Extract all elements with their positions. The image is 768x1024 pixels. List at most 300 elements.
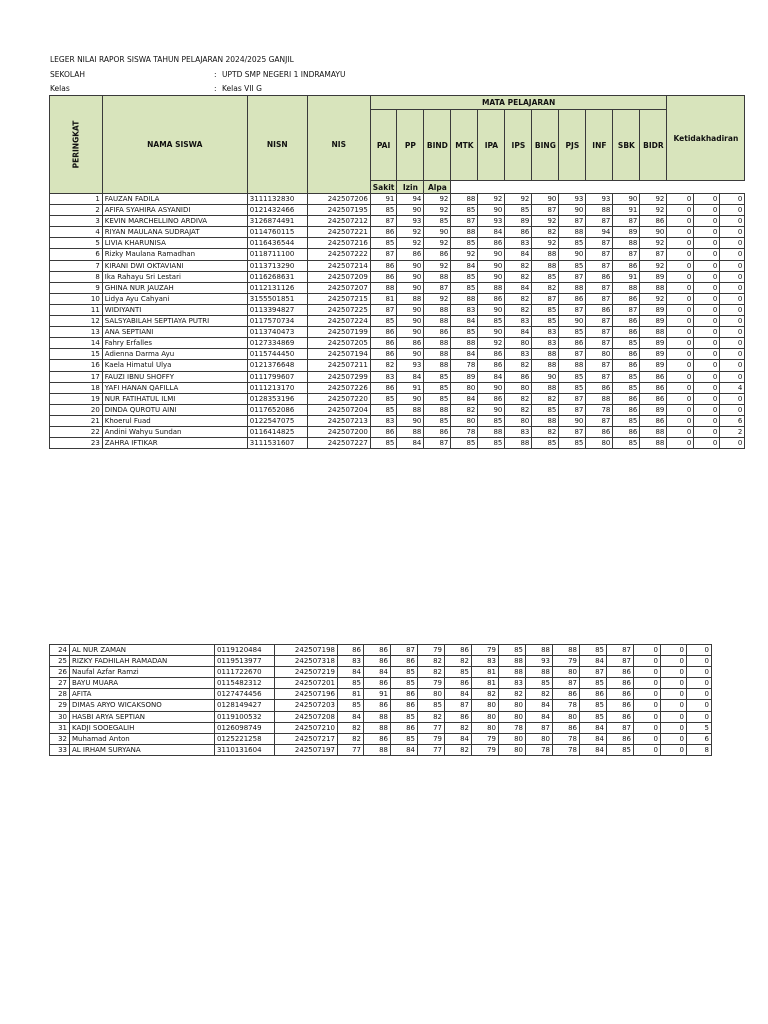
score-cell-ipa: 82	[445, 722, 472, 733]
score-cell-mtk: 85	[451, 438, 478, 449]
score-cell-bind: 86	[424, 327, 451, 338]
nisn-cell: 0117570734	[247, 316, 307, 327]
rank-cell: 8	[50, 271, 103, 282]
student-name-cell: BAYU MUARA	[70, 678, 215, 689]
table-row	[50, 227, 745, 238]
student-name-cell: ANA SEPTIANI	[102, 327, 247, 338]
nisn-header: NISN	[247, 96, 307, 194]
nisn-cell: 0128149427	[215, 700, 275, 711]
score-cell-pp: 84	[397, 438, 424, 449]
score-cell-inf: 86	[553, 689, 580, 700]
score-cell-inf: 86	[586, 271, 613, 282]
nisn-cell: 0115482312	[215, 678, 275, 689]
score-cell-pjs: 87	[559, 404, 586, 415]
score-cell-mtk: 83	[451, 304, 478, 315]
score-cell-pjs: 82	[526, 689, 553, 700]
score-cell-ips: 83	[505, 238, 532, 249]
score-cell-mtk: 80	[451, 382, 478, 393]
score-cell-sbk: 89	[613, 227, 640, 238]
score-cell-inf: 80	[586, 438, 613, 449]
ketidakhadiran-header: Ketidakhadiran	[667, 96, 745, 181]
absence-cell-alpa: 0	[720, 194, 745, 205]
score-cell-sbk: 84	[580, 656, 607, 667]
rank-cell: 13	[50, 327, 103, 338]
score-cell-mtk: 84	[451, 316, 478, 327]
score-cell-ipa: 85	[445, 667, 472, 678]
score-cell-ips: 84	[505, 327, 532, 338]
score-cell-inf: 87	[586, 371, 613, 382]
rank-cell: 29	[50, 700, 70, 711]
score-cell-bidr: 86	[640, 216, 667, 227]
absence-cell-sakit: 0	[634, 678, 661, 689]
score-cell-bind: 88	[424, 404, 451, 415]
score-cell-pai: 77	[338, 744, 364, 755]
absence-cell-sakit: 0	[634, 689, 661, 700]
table-row	[50, 656, 712, 667]
score-cell-inf: 80	[553, 711, 580, 722]
nis-cell: 242507226	[307, 382, 370, 393]
score-cell-bing: 88	[532, 249, 559, 260]
score-cell-mtk: 88	[451, 293, 478, 304]
absence-cell-izin: 0	[661, 678, 687, 689]
score-cell-ipa: 86	[478, 238, 505, 249]
score-cell-inf: 87	[586, 338, 613, 349]
score-cell-ipa: 90	[478, 205, 505, 216]
absence-cell-izin: 0	[694, 338, 720, 349]
score-cell-pai: 82	[338, 733, 364, 744]
rank-cell: 27	[50, 678, 70, 689]
absence-cell-sakit: 0	[634, 700, 661, 711]
rank-cell: 11	[50, 304, 103, 315]
student-name-cell: YAFI HANAN QAFILLA	[102, 382, 247, 393]
nisn-cell: 0116436544	[247, 238, 307, 249]
absence-cell-izin: 0	[694, 249, 720, 260]
rank-cell: 17	[50, 371, 103, 382]
score-cell-pp: 90	[397, 316, 424, 327]
score-cell-ips: 92	[505, 194, 532, 205]
score-cell-pp: 90	[397, 327, 424, 338]
score-cell-mtk: 82	[418, 656, 445, 667]
score-cell-inf: 78	[553, 733, 580, 744]
score-cell-bidr: 92	[640, 194, 667, 205]
rank-cell: 7	[50, 260, 103, 271]
score-cell-sbk: 86	[613, 349, 640, 360]
nis-header: NIS	[307, 96, 370, 194]
score-cell-bind: 87	[424, 282, 451, 293]
score-cell-bind: 88	[424, 349, 451, 360]
nisn-cell: 0116268631	[247, 271, 307, 282]
table-row	[50, 371, 745, 382]
rank-cell: 10	[50, 293, 103, 304]
nisn-cell: 0117652086	[247, 404, 307, 415]
absence-cell-izin: 0	[694, 260, 720, 271]
subject-header-ipa: IPA	[478, 110, 505, 181]
rank-cell: 12	[50, 316, 103, 327]
score-cell-pp: 90	[397, 282, 424, 293]
score-cell-mtk: 84	[451, 349, 478, 360]
score-cell-bing: 85	[532, 271, 559, 282]
table-row	[50, 271, 745, 282]
score-cell-inf: 86	[553, 722, 580, 733]
score-cell-pai: 82	[370, 360, 397, 371]
score-cell-pjs: 90	[559, 415, 586, 426]
score-cell-pp: 90	[397, 271, 424, 282]
score-cell-sbk: 85	[613, 415, 640, 426]
score-cell-sbk: 87	[613, 304, 640, 315]
subject-header-bind: BIND	[424, 110, 451, 181]
score-cell-bidr: 87	[607, 722, 634, 733]
score-cell-inf: 87	[586, 316, 613, 327]
score-cell-bing: 85	[532, 404, 559, 415]
score-cell-bind: 87	[424, 438, 451, 449]
absence-cell-sakit: 0	[634, 667, 661, 678]
rank-cell: 14	[50, 338, 103, 349]
score-cell-pp: 86	[397, 338, 424, 349]
score-cell-pjs: 78	[526, 744, 553, 755]
subject-header-pjs: PJS	[559, 110, 586, 181]
class-label: Kelas	[50, 84, 70, 93]
score-cell-pai: 88	[370, 282, 397, 293]
score-cell-bing: 88	[532, 360, 559, 371]
score-cell-pjs: 86	[559, 293, 586, 304]
grades-table	[49, 95, 745, 449]
nisn-cell: 0128353196	[247, 393, 307, 404]
score-cell-bidr: 88	[640, 426, 667, 437]
score-cell-pai: 85	[338, 700, 364, 711]
score-cell-pjs: 87	[559, 304, 586, 315]
score-cell-pjs: 86	[559, 338, 586, 349]
score-cell-inf: 87	[586, 282, 613, 293]
score-cell-pjs: 85	[559, 327, 586, 338]
score-cell-inf: 87	[586, 249, 613, 260]
score-cell-bidr: 87	[640, 249, 667, 260]
table-row	[50, 700, 712, 711]
score-cell-sbk: 86	[580, 689, 607, 700]
score-cell-inf: 88	[586, 205, 613, 216]
score-cell-pjs: 88	[526, 645, 553, 656]
nis-cell: 242507201	[275, 678, 338, 689]
student-name-cell: Lidya Ayu Cahyani	[102, 293, 247, 304]
table-row	[50, 689, 712, 700]
score-cell-bing: 90	[532, 371, 559, 382]
score-cell-bing: 85	[532, 438, 559, 449]
score-cell-ips: 82	[505, 260, 532, 271]
subject-header-sbk: SBK	[613, 110, 640, 181]
absence-cell-sakit: 0	[667, 349, 694, 360]
score-cell-inf: 78	[553, 744, 580, 755]
score-cell-bind: 90	[424, 227, 451, 238]
score-cell-pp: 93	[397, 216, 424, 227]
score-cell-pp: 86	[397, 249, 424, 260]
score-cell-mtk: 88	[451, 194, 478, 205]
score-cell-ipa: 86	[478, 360, 505, 371]
score-cell-ipa: 86	[445, 678, 472, 689]
score-cell-pjs: 85	[559, 371, 586, 382]
table-row	[50, 316, 745, 327]
score-cell-inf: 94	[586, 227, 613, 238]
score-cell-sbk: 87	[613, 216, 640, 227]
school-separator: :	[214, 70, 217, 79]
score-cell-pp: 88	[397, 293, 424, 304]
student-name-cell: FAUZAN FADILA	[102, 194, 247, 205]
score-cell-mtk: 85	[451, 327, 478, 338]
nisn-cell: 0127474456	[215, 689, 275, 700]
table-row	[50, 360, 745, 371]
score-cell-ips: 84	[505, 249, 532, 260]
absence-cell-izin: 0	[661, 744, 687, 755]
score-cell-ipa: 82	[445, 656, 472, 667]
rank-cell: 22	[50, 426, 103, 437]
score-cell-bing: 80	[499, 744, 526, 755]
table-row	[50, 205, 745, 216]
absence-cell-sakit: 0	[667, 260, 694, 271]
mata-pelajaran-header: MATA PELAJARAN	[370, 96, 667, 110]
absence-header-izin: Izin	[397, 181, 424, 194]
rank-cell: 18	[50, 382, 103, 393]
score-cell-pjs: 87	[559, 349, 586, 360]
peringkat-header	[50, 96, 103, 194]
score-cell-pjs: 85	[559, 438, 586, 449]
nis-cell: 242507221	[307, 227, 370, 238]
rank-cell: 33	[50, 744, 70, 755]
nis-cell: 242507224	[307, 316, 370, 327]
score-cell-sbk: 87	[613, 249, 640, 260]
table-row	[50, 304, 745, 315]
score-cell-sbk: 84	[580, 722, 607, 733]
score-cell-bing: 88	[532, 260, 559, 271]
nisn-cell: 3155501851	[247, 293, 307, 304]
score-cell-pp: 93	[397, 360, 424, 371]
score-cell-mtk: 79	[418, 645, 445, 656]
nis-cell: 242507217	[275, 733, 338, 744]
student-name-cell: Kaela Himatul Ulya	[102, 360, 247, 371]
score-cell-ips: 79	[472, 733, 499, 744]
score-cell-ips: 83	[505, 426, 532, 437]
score-cell-ips: 80	[472, 700, 499, 711]
score-cell-pjs: 87	[559, 271, 586, 282]
score-cell-pai: 85	[370, 205, 397, 216]
score-cell-pai: 86	[370, 349, 397, 360]
nis-cell: 242507227	[307, 438, 370, 449]
rank-cell: 24	[50, 645, 70, 656]
score-cell-bind: 86	[424, 426, 451, 437]
score-cell-pai: 85	[370, 238, 397, 249]
score-cell-ipa: 85	[478, 316, 505, 327]
document-title	[50, 54, 294, 65]
score-cell-pai: 83	[370, 371, 397, 382]
score-cell-ipa: 90	[478, 304, 505, 315]
absence-cell-izin: 0	[694, 382, 720, 393]
score-cell-bind: 88	[424, 304, 451, 315]
absence-cell-sakit: 0	[667, 293, 694, 304]
score-cell-pai: 86	[370, 382, 397, 393]
nis-cell: 242507215	[307, 293, 370, 304]
score-cell-bing: 83	[532, 327, 559, 338]
score-cell-ips: 83	[472, 656, 499, 667]
subject-header-bidr: BIDR	[640, 110, 667, 181]
score-cell-bing: 85	[532, 316, 559, 327]
score-cell-bind: 92	[424, 194, 451, 205]
table-row	[50, 293, 745, 304]
score-cell-pai: 86	[370, 271, 397, 282]
score-cell-mtk: 80	[451, 415, 478, 426]
score-cell-bind: 84	[391, 744, 418, 755]
subject-header-ips: IPS	[505, 110, 532, 181]
table-row	[50, 282, 745, 293]
score-cell-pai: 86	[370, 327, 397, 338]
score-cell-pai: 86	[370, 260, 397, 271]
score-cell-sbk: 84	[580, 744, 607, 755]
score-cell-pjs: 85	[559, 382, 586, 393]
absence-cell-izin: 0	[661, 722, 687, 733]
absence-cell-alpa: 0	[687, 645, 712, 656]
score-cell-ips: 83	[505, 349, 532, 360]
student-name-cell: Khoerul Fuad	[102, 415, 247, 426]
subject-header-mtk: MTK	[451, 110, 478, 181]
table-body-part-1	[50, 194, 745, 449]
score-cell-ipa: 85	[478, 415, 505, 426]
student-name-cell: Andini Wahyu Sundan	[102, 426, 247, 437]
absence-cell-sakit: 0	[634, 722, 661, 733]
score-cell-bidr: 88	[640, 327, 667, 338]
score-cell-bing: 88	[532, 415, 559, 426]
nisn-cell: 0114760115	[247, 227, 307, 238]
score-cell-bind: 86	[424, 249, 451, 260]
absence-cell-sakit: 0	[667, 249, 694, 260]
score-cell-sbk: 86	[613, 327, 640, 338]
score-cell-pp: 88	[364, 722, 391, 733]
rank-cell: 28	[50, 689, 70, 700]
score-cell-bidr: 87	[607, 645, 634, 656]
score-cell-bidr: 92	[640, 205, 667, 216]
score-cell-bind: 88	[424, 338, 451, 349]
score-cell-bind: 85	[391, 711, 418, 722]
score-cell-mtk: 85	[451, 271, 478, 282]
score-cell-sbk: 86	[613, 316, 640, 327]
student-name-cell: GHINA NUR JAUZAH	[102, 282, 247, 293]
nis-cell: 242507219	[275, 667, 338, 678]
student-name-cell: AFITA	[70, 689, 215, 700]
absence-cell-izin: 0	[694, 205, 720, 216]
score-cell-bidr: 92	[640, 293, 667, 304]
nis-cell: 242507210	[275, 722, 338, 733]
nis-cell: 242507216	[307, 238, 370, 249]
score-cell-pp: 90	[397, 205, 424, 216]
absence-cell-izin: 0	[694, 438, 720, 449]
rank-cell: 6	[50, 249, 103, 260]
absence-cell-alpa: 0	[720, 316, 745, 327]
table-row	[50, 645, 712, 656]
score-cell-pai: 86	[370, 426, 397, 437]
score-cell-sbk: 86	[613, 393, 640, 404]
absence-cell-alpa: 0	[720, 205, 745, 216]
absence-cell-sakit: 0	[667, 327, 694, 338]
nisn-cell: 0115744450	[247, 349, 307, 360]
nis-cell: 242507213	[307, 415, 370, 426]
score-cell-ipa: 90	[478, 260, 505, 271]
score-cell-bidr: 89	[640, 316, 667, 327]
rank-cell: 23	[50, 438, 103, 449]
table-row	[50, 722, 712, 733]
absence-cell-alpa: 5	[687, 722, 712, 733]
score-cell-bidr: 86	[640, 382, 667, 393]
score-cell-pai: 86	[370, 227, 397, 238]
absence-cell-alpa: 2	[720, 426, 745, 437]
rank-cell: 15	[50, 349, 103, 360]
absence-cell-alpa: 0	[720, 282, 745, 293]
score-cell-bing: 83	[499, 678, 526, 689]
score-cell-ips: 80	[472, 711, 499, 722]
student-name-cell: AFIFA SYAHIRA ASYANIDI	[102, 205, 247, 216]
absence-cell-izin: 0	[694, 349, 720, 360]
score-cell-ipa: 86	[478, 393, 505, 404]
absence-cell-sakit: 0	[667, 404, 694, 415]
score-cell-sbk: 87	[580, 667, 607, 678]
absence-cell-sakit: 0	[667, 382, 694, 393]
score-cell-bind: 85	[391, 667, 418, 678]
absence-cell-izin: 0	[694, 227, 720, 238]
absence-cell-alpa: 6	[687, 733, 712, 744]
absence-cell-izin: 0	[694, 360, 720, 371]
score-cell-bidr: 90	[640, 227, 667, 238]
student-name-cell: HASBI ARYA SEPTIAN	[70, 711, 215, 722]
nis-cell: 242507222	[307, 249, 370, 260]
nisn-cell: 0126098749	[215, 722, 275, 733]
score-cell-inf: 86	[586, 426, 613, 437]
score-cell-ips: 80	[505, 338, 532, 349]
nis-cell: 242507318	[275, 656, 338, 667]
score-cell-mtk: 85	[451, 205, 478, 216]
absence-cell-alpa: 0	[720, 304, 745, 315]
absence-cell-izin: 0	[661, 711, 687, 722]
score-cell-bidr: 86	[607, 700, 634, 711]
rank-cell: 4	[50, 227, 103, 238]
nis-cell: 242507199	[307, 327, 370, 338]
score-cell-bind: 86	[391, 656, 418, 667]
score-cell-pp: 86	[364, 656, 391, 667]
score-cell-bind: 92	[424, 205, 451, 216]
nis-cell: 242507194	[307, 349, 370, 360]
table-row	[50, 327, 745, 338]
score-cell-mtk: 87	[451, 216, 478, 227]
score-cell-sbk: 88	[613, 238, 640, 249]
score-cell-sbk: 91	[613, 205, 640, 216]
student-name-cell: KADJI SOOEGALIH	[70, 722, 215, 733]
score-cell-pjs: 88	[559, 227, 586, 238]
score-cell-ipa: 84	[478, 227, 505, 238]
score-cell-pai: 81	[338, 689, 364, 700]
nis-cell: 242507198	[275, 645, 338, 656]
score-cell-mtk: 88	[451, 338, 478, 349]
score-cell-mtk: 82	[418, 667, 445, 678]
score-cell-ips: 82	[472, 689, 499, 700]
table-row	[50, 349, 745, 360]
rank-cell: 16	[50, 360, 103, 371]
score-cell-bind: 92	[424, 260, 451, 271]
score-cell-inf: 80	[586, 349, 613, 360]
absence-cell-sakit: 0	[667, 194, 694, 205]
nisn-cell: 0122547075	[247, 415, 307, 426]
absence-cell-izin: 0	[694, 282, 720, 293]
nisn-cell: 0127334869	[247, 338, 307, 349]
score-cell-bind: 85	[424, 216, 451, 227]
score-cell-pp: 86	[364, 678, 391, 689]
score-cell-bind: 86	[391, 722, 418, 733]
rank-cell: 5	[50, 238, 103, 249]
school-value: UPTD SMP NEGERI 1 INDRAMAYU	[222, 70, 346, 79]
nisn-cell: 0119120484	[215, 645, 275, 656]
student-name-cell: KEVIN MARCHELLINO ARDIVA	[102, 216, 247, 227]
